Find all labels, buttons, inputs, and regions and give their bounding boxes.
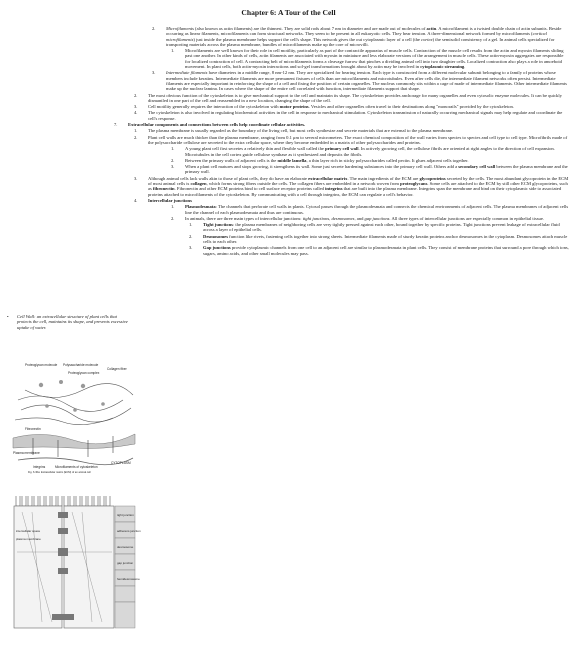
outline-text: Although animal cells lack walls akin to those of plant cells, they do have an elaborate extracellular matrix. The main ingredients of the ECM are glycoproteins secreted by the cells. The most abundant glycoprotein in the ECM of most animal cells is collagen, which forms strong fibers outside the cells. The collagen fibers are embedded in a network woven from proteoglycans. Some cells are attached to the ECM by still other ECM glycoproteins, such as fibronectin. Fibronectin and other ECM proteins bind to cell surface receptor proteins called integrins that are built into the plasma membrane. Integrins span the membrane and bind on their cytoplasmic side to associated proteins attached to microfilaments of the cytoskeleton. By communicating with a cell through integrins, the ECM can regulate a cell's behavior. bbox=[148, 175, 569, 197]
outline-number: 1. bbox=[171, 48, 175, 54]
outline-number: 7. bbox=[114, 122, 118, 128]
label-hemidesmosome: hemidesmosome bbox=[117, 577, 140, 581]
label-collagen: Collagen fiber bbox=[107, 367, 127, 371]
outline-number: 2. bbox=[171, 157, 175, 163]
outline-text: Tight junctions: the plasma membranes of neighboring cells are very tightly pressed against each other, bound together by specific proteins. Tight junctions prevent leakage of extracellular fluid across a layer of epithelial cells. bbox=[203, 222, 560, 233]
figure-caption: Fig. 6.30a: Extracellular matrix (ECM) of an animal cell bbox=[28, 471, 91, 474]
outline-item bbox=[189, 245, 569, 256]
outline-item bbox=[189, 233, 569, 245]
outline-number: 2. bbox=[171, 215, 175, 221]
outline-number: 2. bbox=[134, 134, 138, 140]
outline-item bbox=[134, 197, 569, 203]
outline-text: The plasma membrane is usually regarded as the boundary of the living cell, but most cells synthesize and secrete materials that are external to the plasma membrane. bbox=[148, 128, 454, 134]
outline-item bbox=[171, 204, 569, 215]
outline-number: 1. bbox=[171, 204, 175, 210]
outline-number: 3. bbox=[134, 104, 138, 110]
outline-number: 2. bbox=[189, 233, 193, 239]
outline-number: 1. bbox=[189, 222, 193, 228]
outline-number: 1. bbox=[171, 146, 175, 152]
outline-item bbox=[134, 104, 569, 110]
outline-text: Microfilaments (also known as actin filaments) are the thinnest. They are solid rods about 7 nm in diameter and are made out of molecules of actin. A microfilament is a twisted double chain of actin subunits. Beside occurring as linear filaments, microfilaments can form structural networks. They seem to be present in all eukaryotic cells. They bear tension. A three-dimensional network formed by microfilaments (cortical microfilaments) just inside the plasma membrane helps support the cell's shape. This network gives the out cytoplasmic layer of a cell (the cortex) the semisolid consistency of a gel. In animal cells specialized for transporting materials across the plasma membrane, bundles of microfilaments make up the core of microvilli. bbox=[166, 26, 562, 47]
bullet: • bbox=[7, 314, 9, 319]
outline-text: When a plant cell matures and stops growing, it strengthens its wall. Some just secrete hardening substances into the primary cell wall. Others add a secondary cell wall between the plasma membrane and the primary wall. bbox=[185, 164, 568, 175]
label-intercellular-space: intercellular space bbox=[16, 529, 41, 533]
outline-text: Between the primary walls of adjacent cells is the middle lamella, a thin layer rich in sticky polysaccharides called pectin. It glues adjacent cells together. bbox=[185, 157, 469, 163]
outline-item bbox=[134, 128, 569, 134]
ecm-figure bbox=[13, 360, 135, 474]
label-microfilaments: Microfilaments of cytoskeleton bbox=[55, 465, 98, 469]
outline-item bbox=[171, 146, 569, 157]
outline-item bbox=[152, 26, 569, 47]
outline-item bbox=[171, 215, 569, 221]
outline-item bbox=[171, 164, 569, 175]
outline-item bbox=[171, 157, 569, 163]
sidebar-definition bbox=[7, 314, 129, 330]
outline-item bbox=[134, 110, 569, 121]
label-side-plasma-membrane: plasma membrane bbox=[16, 537, 41, 541]
outline-item bbox=[152, 70, 569, 92]
outline-number: 1. bbox=[134, 128, 138, 134]
outline-text: Gap junctions provide cytoplasmic channels from one cell to an adjacent cell are similar to plasmodesmata in plant cells. They consist of membrane proteins that surround a pore through which ions, sugars, amino acids, and other small molecules may pass. bbox=[203, 245, 569, 256]
label-proteoglycan-granule: Proteoglycan molecule bbox=[25, 363, 58, 367]
outline-text: Microfilaments are well known for their role in cell motility, particularly as part of the contractile apparatus of muscle cells. Contraction of the muscle cell results from the actin and myosin filaments sliding past one another. In other kinds of cells, actin filaments are associated with myosin in miniature and less elaborate versions of the arrangement in muscle cells. These actin-myosin aggregates are responsible for localized contraction of cell. A contracting belt of microfilaments forms a cleavage furrow that pinches a dividing animal cell into two daughter cells. Localized contraction also plays a role in amoeboid movement. In plant cells, both actin-myosin interactions and sol-gel transformations brought about by actin may be involved in cytoplasmic streaming. bbox=[185, 48, 564, 70]
main-text-column bbox=[114, 26, 569, 257]
outline-number: 4. bbox=[134, 110, 138, 116]
outline-text: Desmosomes function like rivets, fastening cells together into strong sheets. Intermediate filaments made of sturdy keratin proteins anchor desmosomes in the cytoplasm. Desmosomes attach muscle cells to each other. bbox=[203, 233, 568, 244]
outline-item bbox=[134, 134, 569, 146]
outline-number: 3. bbox=[171, 164, 175, 170]
outline-text: Intercellular junctions bbox=[148, 197, 192, 203]
page-title: Chapter 6: A Tour of the Cell bbox=[241, 8, 336, 17]
outline-text: Plant cell walls are much thicker than the plasma membrane, ranging from 0.1 μm to several micrometers. The exact chemical composition of the wall varies from species to species and cell type to cell type. Microfibrils made of the polysaccharide cellulose are secreted to the extra cellular space, where they become embedded in a matrix of other polysaccharides and proteins. bbox=[148, 134, 568, 145]
label-adherens-junction: adherens junction bbox=[117, 529, 141, 533]
outline-text: In animals, there are three main types of intercellular junctions: tight junctions, desmosomes, and gap junctions. All three types of intercellular junctions are especially common in epithelial tissue. bbox=[185, 215, 545, 221]
outline-item bbox=[189, 222, 569, 233]
label-proteoglycan-complex: Proteoglycan complex bbox=[68, 371, 100, 375]
outline-number: 2. bbox=[134, 92, 138, 98]
outline-text: The most obvious function of the cytoskeleton is to give mechanical support to the cell and maintain its shape. The cytoskeleton provides anchorage for many organelles and even cytosolic enzyme molecules. It can be quickly dismantled in one part of the cell and reassembled in a new location, changing the shape of the cell. bbox=[148, 92, 562, 103]
label-gap-junction: gap junction bbox=[117, 561, 134, 565]
label-cytoplasm: CYTOPLASM bbox=[111, 461, 131, 465]
label-desmosome: desmosome bbox=[117, 545, 134, 549]
outline-number: 3. bbox=[134, 175, 138, 181]
cell-wall-definition: Cell Wall: an extracellular structure of plant cells that protects the cell, maintains its shape, and prevents excessive uptake of water. bbox=[17, 314, 128, 330]
label-plasma-membrane: Plasma membrane bbox=[13, 451, 40, 455]
outline-text: Plasmodesmata: The channels that perforate cell walls in plants. Cytosol passes through the plasmodesmata and connects the chemical environments of adjacent cells. The plasma membranes of adjacent cells line the channel of each plasmodesmata and thus are continuous. bbox=[185, 204, 569, 215]
outline-text: Cell motility generally requires the interaction of the cytoskeleton with motor proteins. Vesicles and other organelles often travel to their destinations along "monorails" provided by the cytoskeleton. bbox=[148, 104, 514, 110]
outline-number: 3. bbox=[189, 245, 193, 251]
label-tight-junction: tight junction bbox=[117, 513, 134, 517]
junctions-figure bbox=[12, 492, 141, 632]
outline-text: Intermediate filaments have diameters in a middle range, 8 nm-12 nm. They are specialized for bearing tension. Each type is constructed from a different molecular subunit belonging to a family of proteins whose members include keratins. Intermediate filaments are more permanent fixtures of cells than are microfilaments and microtubules. Even after cells die, the intermediate filament networks often persist. Intermediate filaments are especially important in reinforcing the shape of a cell and fixing the position of certain organelles. The nucleus commonly sits within a cage of made of intermediate filaments. Other intermediate filaments make up the nuclear lamina. In cases where the shape of the entire cell correlated with function, intermediate filaments support that shape. bbox=[166, 70, 567, 92]
outline-text: Extracellular components and connections between cells help coordinate cellular activities. bbox=[128, 122, 306, 128]
outline-text: A young plant cell first secretes a relatively thin and flexible wall called the primary cell wall. In actively growing cell, the cellulose fibrils are oriented at right angles to the direction of cell expansion. Microtubules in the cell cortex guide cellulose synthase as it synthesized and deposits the fibrils. bbox=[185, 146, 555, 157]
label-integrins: Integrins bbox=[33, 465, 46, 469]
outline-item bbox=[114, 122, 569, 128]
outline-item bbox=[171, 48, 569, 70]
outline-number: 4. bbox=[134, 197, 138, 203]
outline-number: 3. bbox=[152, 70, 156, 76]
label-fibronectin: Fibronectin bbox=[25, 427, 41, 431]
outline-item bbox=[134, 175, 569, 197]
outline-text: The cytoskeleton is also involved in regulating biochemical activities in the cell in response to mechanical stimulation. Cytoskeleton transmission of naturally occurring mechanical signals may help regulate and coordinate the cell's response. bbox=[148, 110, 563, 121]
outline-item bbox=[134, 92, 569, 104]
label-polysaccharide: Polysaccharide molecule bbox=[63, 363, 99, 367]
outline-number: 2. bbox=[152, 26, 156, 31]
